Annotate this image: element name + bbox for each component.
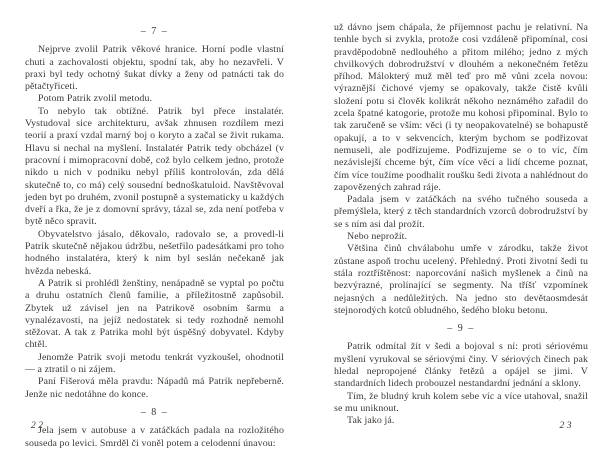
paragraph: Jenomže Patrik svoji metodu tenkrát vyzkoušel, ohodnotil — a ztratil o ni zájem. [25, 351, 284, 376]
paragraph: Patrik odmítal žít v šedi a bojoval s ní: proti sériovému myšlení vyrukoval se sériovými činy. V sériových činech pak hledal nepropojené články řetězů a opájel se jimi. V standardních lidech probouzel nestandardní jednání a sklony. [334, 341, 588, 390]
paragraph: Paní Fišerová měla pravdu: Nápadů má Patrik nepřeberně. Jenže nic nedotáhne do konce. [25, 376, 284, 400]
paragraph: Potom Patrik zvolil metodu. [38, 93, 153, 105]
paragraph: Obyvatelstvo jásalo, děkovalo, radovalo se, a provedl-li Patrik skutečně nějakou údržbu, nešetřilo padesátkami pro toho hodného instalatéra, který k nim byl seslán nečekaně jak hvězda nebeská. [25, 228, 284, 277]
page-right [334, 0, 588, 457]
paragraph: už dávno jsem chápala, že příjemnost pachu je relativní. Na tenhle bych si zvykla, protože cosi vzdáleně připomínal, cosi pravděpodobně nedlouhého a přitom milého; jedno z mých chvilkových dobrodružství v dlouhém a nekonečném řetězu příhod. Málokterý muž měl teď pro mě vůni zcela novou: výraznější čichové vjemy se opakovaly, takže čistě kvůli složení potu si člověk kolikrát někoho neznámého zařadil do zcela špatné katogorie, protože mu kohosi připomínal. Bylo to tak zaručeně se vším: věci (i ty neopakovatelné) se bohapustě opakují, a to v sekvencích, kterým bychom se podřizovat nemuseli, ale podřizujeme. Podřizujeme se o to víc, čím nezávislejší chceme být, čím více věcí a lidí chceme poznat, čím více toužíme poodhalit roušku šedi života a nahlédnout do zapovězených zahrad ráje. [334, 22, 588, 193]
paragraph: Nejprve zvolil Patrik věkové hranice. Horní podle vlastní chuti a zachovalosti objektu, spodní tak, aby ho nezavřeli. V praxi byl tedy ochotný šukat dívky a ženy od patnácti tak do pětačtyřiceti. [25, 44, 284, 93]
page-number-left: 22 [31, 421, 46, 431]
page-number-right: 23 [559, 421, 574, 431]
paragraph: Tak jako já. [347, 415, 395, 427]
paragraph: Většina činů chválabohu umře v zárodku, takže život zůstane aspoň trochu ucelený. Přehledný. Proti životní šedi tu stála roztříštěnost: naporcování našich myšlenek a činů na bezvýrazné, prolínající se segmenty. Na tříšť vzpomínek nejasných a nedůležitých. Na jedno sto devětaosmdesát stejnorodých kotců obludného, šedého bloku betonu. [334, 243, 588, 316]
paragraph: Padala jsem v zatáčkách na svého tučného souseda a přemýšlela, který z těch standardních vzorců dobrodružství by se s ním asi dal prožít. [334, 194, 588, 230]
paragraph: Nebo neprožít. [347, 231, 408, 243]
section-marker: – 8 – [140, 406, 169, 418]
page-left [25, 0, 284, 457]
section-marker: – 7 – [140, 26, 169, 37]
page-right-content [334, 0, 588, 428]
paragraph: A Patrik si prohlédl ženštiny, nenápadně se vyptal po počtu a druhu ostatních členů familie, a příležitostně zapůsobil. Zbytek už závisel jen na Patrikově osobním šarmu a vynalézavosti, na jejíž nedostatek si tedy rozhodně nemohl stěžovat. A tak z Patrika mohl být úspěšný dobyvatel. Kdyby chtěl. [25, 277, 284, 351]
paragraph: To nebylo tak obtížné. Patrik byl přece instalatér. Vystudoval sice architekturu, avšak zhnusen rozdílem mezi teorií a praxí vzdal marný boj o koryto a začal se živit rukama. Hlavu si nechal na myšlení. Instalatér Patrik tedy obcházel (v pracovní i mimopracovní době, což bylo celkem jedno, protože nikdo u nich v podniku nebyl příliš kontrolován, zda dělá skutečně to, co má) celý sousední bednoškatuloid. Navštěvoval jeden byt po druhém, zvonil postupně a systematicky u každých dveří a řka, že je z domovní správy, tázal se, zda není potřeba v bytě něco spravit. [25, 105, 284, 228]
section-marker: – 9 – [447, 323, 475, 335]
page-left-content [25, 0, 284, 450]
paragraph: Jela jsem v autobuse a v zatáčkách padala na rozložitého souseda po levici. Smrděl či voněl potem a celodenní únavou: [25, 425, 284, 449]
paragraph: Tím, že bludný kruh kolem sebe víc a více utahoval, snažil se mu uniknout. [334, 390, 588, 414]
